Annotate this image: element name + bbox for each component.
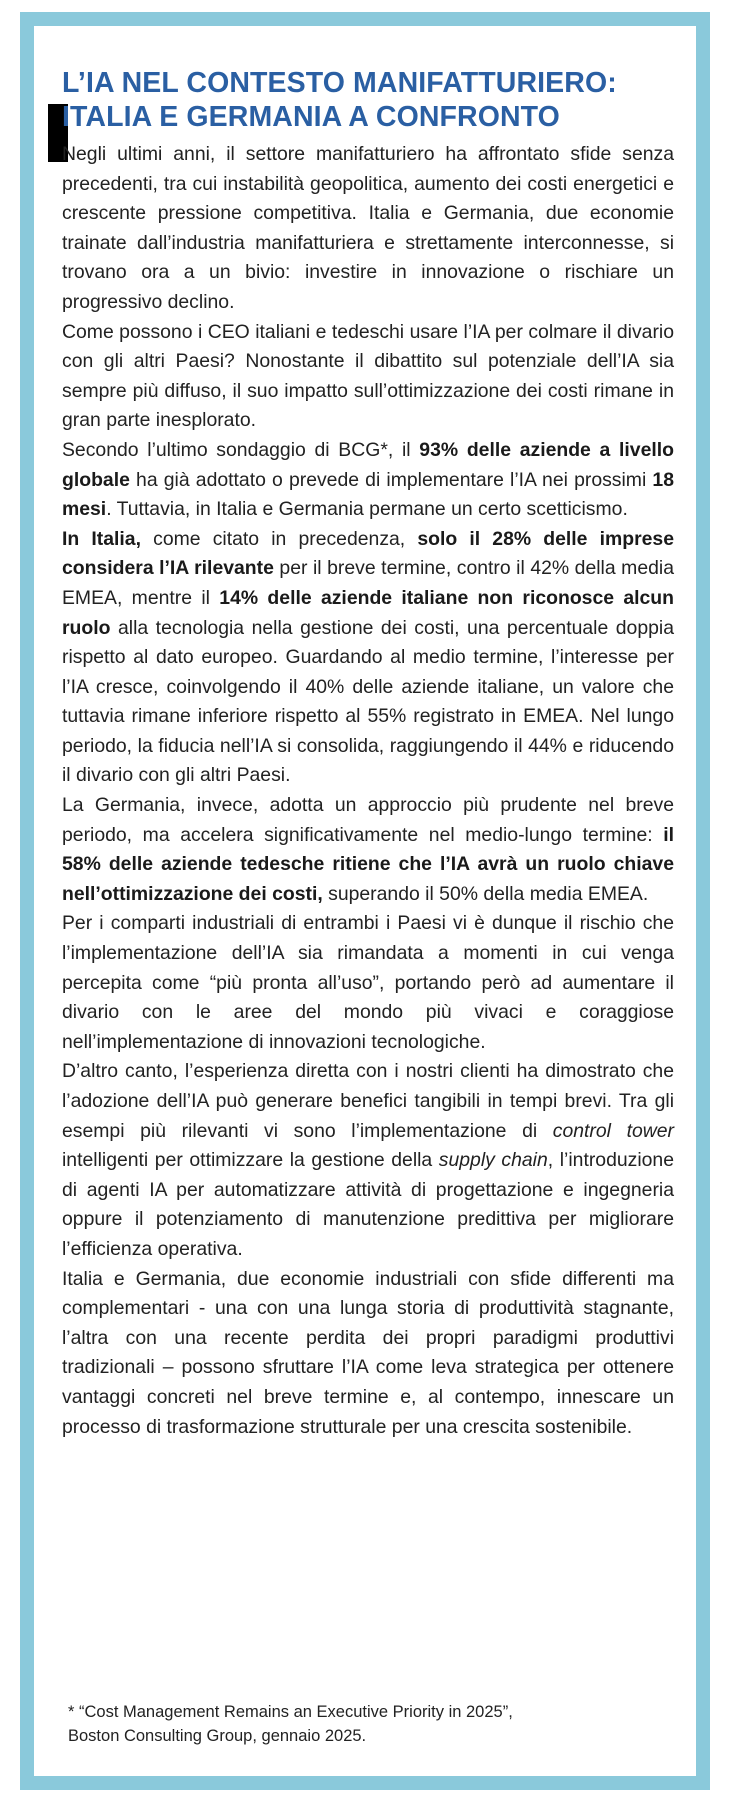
experience-text-c: intelligenti per ottimizzare la gestione della bbox=[62, 1149, 439, 1172]
paragraph-survey bbox=[62, 436, 674, 525]
paragraph-intro: Negli ultimi anni, il settore manifatturiero ha affrontato sfide senza precedenti, tra cui instabilità geopolitica, aumento dei costi energetici e crescente pressione competitiva. Italia e Germania, due economie trainate dall’industria manifatturiera e strettamente interconnesse, si trovano ora a un bivio: investire in innovazione o rischiare un progressivo declino. bbox=[62, 143, 674, 313]
experience-italic-supply-chain: supply chain bbox=[438, 1149, 548, 1172]
italy-lead: In Italia, bbox=[62, 527, 141, 550]
paragraph-conclusion: Italia e Germania, due economie industriali con sfide differenti ma complementari - una con una lunga storia di produttività stagnante, l’altra con una recente perdita dei propri paradigmi produttivi tradizionali – possono sfruttare l’IA come leva strategica per ottenere vantaggi concreti nel breve termine e, al contempo, innescare un processo di trasformazione strutturale per una crescita sostenibile. bbox=[62, 1267, 674, 1438]
article-content bbox=[62, 66, 674, 1442]
paragraph-experience bbox=[62, 1057, 674, 1264]
italy-text-f: alla tecnologia nella gestione dei costi, una percentuale doppia rispetto al dato europeo. Guardando al medio termine, l’interesse per l’IA cresce, coinvolgendo il 40% delle aziende italiane, un valore che tuttavia rimane inferiore rispetto al 55% registrato in EMEA. Nel lungo periodo, la fiducia nell’IA si consolida, raggiungendo il 44% e riducendo il divario con gli altri Paesi. bbox=[62, 616, 674, 787]
title-line-2: ITALIA E GERMANIA A CONFRONTO bbox=[62, 101, 560, 133]
article-title bbox=[62, 66, 674, 134]
experience-italic-control-tower: control tower bbox=[552, 1119, 674, 1142]
paragraph-italy bbox=[62, 525, 674, 791]
survey-highlight-global: 93% delle aziende a livello globale bbox=[62, 438, 674, 491]
survey-text-e: . Tuttavia, in Italia e Germania permane un certo scetticismo. bbox=[106, 498, 628, 521]
germany-text-c: superando il 50% della media EMEA. bbox=[322, 882, 649, 905]
paragraph-risk: Per i comparti industriali di entrambi i Paesi vi è dunque il rischio che l’implementazione dell’IA sia rimandata a momenti in cui venga percepita come “più pronta all’uso”, portando però ad aumentare il divario con le aree del mondo più vivaci e coraggiose nell’implementazione di innovazioni tecnologiche. bbox=[62, 912, 674, 1053]
survey-text-a: Secondo l’ultimo sondaggio di BCG*, il bbox=[62, 438, 420, 461]
footnote-line-1: * “Cost Management Remains an Executive Priority in 2025”, bbox=[68, 1703, 513, 1721]
italy-text-d: per il breve termine, contro il 42% della media EMEA, mentre il bbox=[62, 557, 674, 609]
experience-text-e: , l’introduzione di agenti IA per automatizzare attività di progettazione e ingegneria oppure il potenziamento di manutenzione predittiva per migliorare l’efficienza operativa. bbox=[62, 1149, 674, 1260]
italy-text-b: come citato in precedenza, bbox=[140, 527, 418, 550]
survey-highlight-months: 18 mesi bbox=[62, 468, 674, 521]
title-line-1: L’IA NEL CONTESTO MANIFATTURIERO: bbox=[62, 67, 617, 99]
italy-highlight-28: solo il 28% delle imprese considera l’IA rilevante bbox=[62, 527, 674, 580]
paragraph-question: Come possono i CEO italiani e tedeschi usare l’IA per colmare il divario con gli altri Paesi? Nonostante il dibattito sul potenziale dell’IA sia sempre più diffuso, il suo impatto sull’ottimizzazione dei costi rimane in gran parte inesplorato. bbox=[62, 320, 674, 432]
paragraph-germany bbox=[62, 791, 674, 909]
germany-text-a: La Germania, invece, adotta un approccio più prudente nel breve periodo, ma accelera significativamente nel medio-lungo termine: bbox=[62, 794, 674, 846]
germany-highlight-58: il 58% delle aziende tedesche ritiene che l’IA avrà un ruolo chiave nell’ottimizzazione dei costi, bbox=[62, 823, 674, 905]
survey-text-c: ha già adottato o prevede di implementare l’IA nei prossimi bbox=[129, 468, 653, 491]
footnote-line-2: Boston Consulting Group, gennaio 2025. bbox=[68, 1727, 367, 1745]
italy-highlight-14: 14% delle aziende italiane non riconosce alcun ruolo bbox=[62, 586, 674, 639]
footnote bbox=[68, 1700, 668, 1748]
experience-text-a: D’altro canto, l’esperienza diretta con i nostri clienti ha dimostrato che l’adozione dell’IA può generare benefici tangibili in tempi brevi. Tra gli esempi più rilevanti vi sono l’implementazione di bbox=[62, 1060, 674, 1142]
